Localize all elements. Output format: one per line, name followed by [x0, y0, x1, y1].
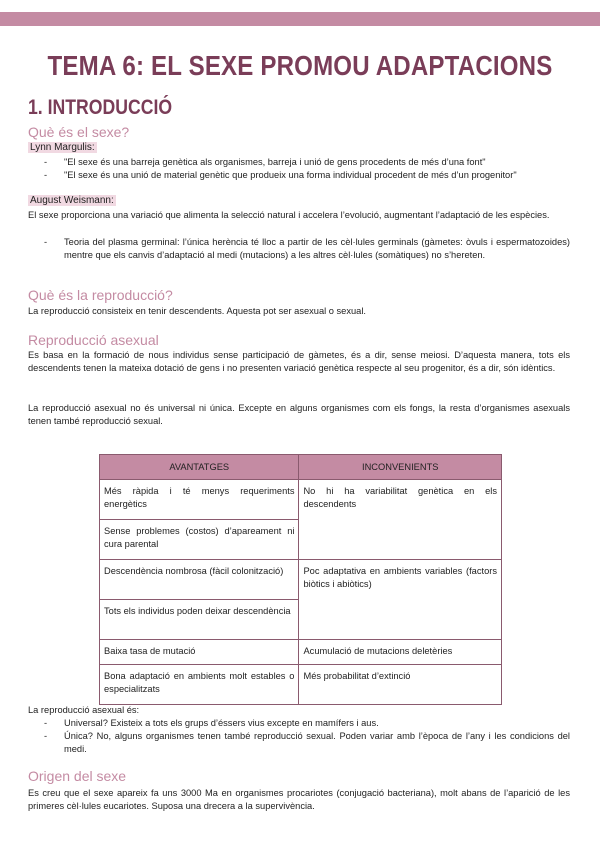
asexual-unique-item: Única? No, alguns organismes tenen també reproducció sexual. Poden variar amb l’època de l’any i les condicions del medi. — [64, 731, 570, 754]
section-heading-intro: 1. INTRODUCCIÓ — [28, 96, 173, 119]
subheading-what-is-reproduction: Què és la reproducció? — [28, 287, 173, 303]
table-cell-advantage: Baixa tasa de mutació — [100, 640, 299, 665]
germ-plasm-theory: Teoria del plasma germinal: l’única herència té lloc a partir de les cèl·lules germinals (gàmetes: òvuls i espermatozoides) mentre que els canvis d’adaptació al medi (mutacions) a les altres cèl·lules (somàtiques) no s’hereten. — [64, 237, 570, 260]
bullet-dash: - — [44, 718, 48, 728]
table-cell-disadvantage: Acumulació de mutacions deletèries — [299, 640, 502, 665]
table-cell-advantage: Més ràpida i té menys requeriments energètics — [100, 480, 299, 520]
table-cell-advantage: Tots els individus poden deixar descendència — [100, 600, 299, 640]
margulis-quote-2: "El sexe és una unió de material genètic que produeix una forma individual procedent de més d’un progenitor" — [64, 170, 517, 180]
table-cell-advantage: Descendència nombrosa (fàcil colonització) — [100, 560, 299, 600]
table-header-disadvantages: INCONVENIENTS — [299, 455, 502, 480]
asexual-universal-item: Universal? Existeix a tots els grups d’éssers vius excepte en mamífers i aus. — [64, 718, 379, 728]
subheading-what-is-sex: Què és el sexe? — [28, 124, 130, 140]
top-decor-bar — [0, 12, 600, 26]
table-cell-advantage: Sense problemes (costos) d’apareament ni cura parental — [100, 520, 299, 560]
bullet-dash: - — [44, 157, 48, 167]
subheading-origin-of-sex: Origen del sexe — [28, 768, 127, 784]
asexual-paragraph-2: La reproducció asexual no és universal ni única. Excepte en alguns organismes com els fongs, la resta d’organismes asexuals tenen també reproducció sexual. — [28, 403, 570, 426]
origin-paragraph: Es creu que el sexe apareix fa uns 3000 Ma en organismes procariotes (conjugació bacteriana), molt abans de l’aparició de les primeres cèl·lules eucariotes. Suposa una drecera a la supervivència. — [28, 788, 570, 811]
reproduction-paragraph: La reproducció consisteix en tenir descendents. Aquesta pot ser asexual o sexual. — [28, 306, 366, 316]
asexual-is-intro: La reproducció asexual és: — [28, 705, 140, 715]
weismann-paragraph: El sexe proporciona una variació que alimenta la selecció natural i accelera l’evolució, augmentant l’adaptació de les espècies. — [28, 210, 550, 220]
subheading-asexual-reproduction: Reproducció asexual — [28, 332, 159, 348]
advantages-disadvantages-table — [99, 454, 502, 705]
bullet-dash: - — [44, 237, 48, 247]
author-label-margulis: Lynn Margulis: — [30, 142, 95, 153]
author-label-weismann: August Weismann: — [30, 195, 114, 206]
margulis-quote-1: "El sexe és una barreja genètica als organismes, barreja i unió de gens procedents de més d’una font" — [64, 157, 486, 167]
bullet-dash: - — [44, 731, 48, 741]
page-title: TEMA 6: EL SEXE PROMOU ADAPTACIONS — [47, 50, 553, 81]
table-cell-disadvantage: Més probabilitat d’extinció — [299, 665, 502, 705]
table-header-advantages: AVANTATGES — [100, 455, 299, 480]
table-cell-advantage: Bona adaptació en ambients molt estables o especialitzats — [100, 665, 299, 705]
table-cell-disadvantage: No hi ha variabilitat genètica en els descendents — [299, 480, 502, 560]
asexual-paragraph-1: Es basa en la formació de nous individus sense participació de gàmetes, és a dir, sense meiosi. D’aquesta manera, tots els descendents tenen la mateixa dotació de gens i no presenten variació genètica respecte al seu progenitor, és a dir, són idèntics. — [28, 350, 570, 373]
table-cell-disadvantage: Poc adaptativa en ambients variables (factors biòtics i abiòtics) — [299, 560, 502, 640]
bullet-dash: - — [44, 170, 48, 180]
